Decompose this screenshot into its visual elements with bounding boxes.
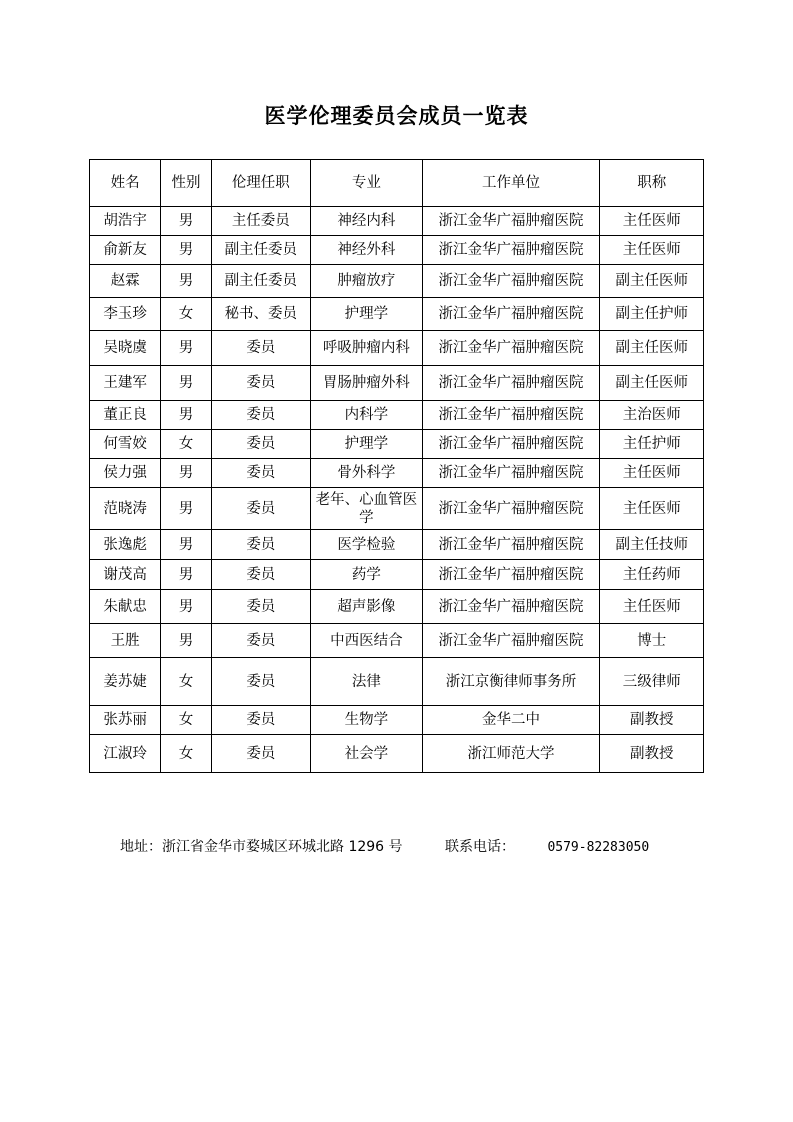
table-row xyxy=(90,401,704,430)
cell-sex: 女 xyxy=(161,298,211,331)
cell-title: 副教授 xyxy=(600,735,704,773)
cell-name: 赵霖 xyxy=(90,265,161,298)
cell-role: 委员 xyxy=(211,430,310,459)
cell-sex: 男 xyxy=(161,459,211,488)
cell-name: 江淑玲 xyxy=(90,735,161,773)
cell-major: 法律 xyxy=(311,658,423,706)
cell-unit: 浙江金华广福肿瘤医院 xyxy=(422,530,600,560)
cell-unit: 浙江金华广福肿瘤医院 xyxy=(422,366,600,401)
cell-title: 主任护师 xyxy=(600,430,704,459)
cell-major: 护理学 xyxy=(311,430,423,459)
cell-name: 何雪姣 xyxy=(90,430,161,459)
cell-sex: 男 xyxy=(161,366,211,401)
cell-role: 主任委员 xyxy=(211,207,310,236)
cell-unit: 浙江金华广福肿瘤医院 xyxy=(422,331,600,366)
cell-sex: 女 xyxy=(161,658,211,706)
cell-unit: 浙江金华广福肿瘤医院 xyxy=(422,401,600,430)
cell-title: 主任药师 xyxy=(600,560,704,590)
table-row xyxy=(90,530,704,560)
cell-role: 副主任委员 xyxy=(211,265,310,298)
header-sex: 性别 xyxy=(161,160,211,207)
cell-major: 胃肠肿瘤外科 xyxy=(311,366,423,401)
cell-sex: 女 xyxy=(161,706,211,735)
table-row xyxy=(90,590,704,624)
header-row xyxy=(90,160,704,207)
cell-name: 俞新友 xyxy=(90,236,161,265)
cell-title: 副主任护师 xyxy=(600,298,704,331)
cell-unit: 浙江京衡律师事务所 xyxy=(422,658,600,706)
cell-title: 主任医师 xyxy=(600,590,704,624)
cell-role: 委员 xyxy=(211,401,310,430)
cell-major: 生物学 xyxy=(311,706,423,735)
cell-sex: 男 xyxy=(161,265,211,298)
cell-sex: 男 xyxy=(161,624,211,658)
cell-major: 肿瘤放疗 xyxy=(311,265,423,298)
cell-role: 委员 xyxy=(211,624,310,658)
cell-major: 护理学 xyxy=(311,298,423,331)
table-row xyxy=(90,265,704,298)
cell-unit: 浙江金华广福肿瘤医院 xyxy=(422,560,600,590)
header-major: 专业 xyxy=(311,160,423,207)
cell-role: 委员 xyxy=(211,560,310,590)
table-header xyxy=(90,160,704,207)
cell-major: 医学检验 xyxy=(311,530,423,560)
cell-name: 吴晓虞 xyxy=(90,331,161,366)
cell-unit: 金华二中 xyxy=(422,706,600,735)
cell-sex: 男 xyxy=(161,488,211,530)
cell-major: 呼吸肿瘤内科 xyxy=(311,331,423,366)
cell-role: 委员 xyxy=(211,366,310,401)
members-table xyxy=(89,159,704,773)
cell-sex: 男 xyxy=(161,590,211,624)
cell-unit: 浙江金华广福肿瘤医院 xyxy=(422,265,600,298)
table-row xyxy=(90,331,704,366)
cell-unit: 浙江金华广福肿瘤医院 xyxy=(422,236,600,265)
cell-name: 谢茂高 xyxy=(90,560,161,590)
cell-unit: 浙江金华广福肿瘤医院 xyxy=(422,207,600,236)
cell-major: 骨外科学 xyxy=(311,459,423,488)
cell-sex: 男 xyxy=(161,207,211,236)
cell-unit: 浙江金华广福肿瘤医院 xyxy=(422,298,600,331)
header-title: 职称 xyxy=(600,160,704,207)
header-name: 姓名 xyxy=(90,160,161,207)
cell-unit: 浙江金华广福肿瘤医院 xyxy=(422,459,600,488)
footer-phone-value: 0579-82283050 xyxy=(547,840,650,855)
cell-name: 李玉珍 xyxy=(90,298,161,331)
table-row xyxy=(90,735,704,773)
table-row xyxy=(90,207,704,236)
footer-phone-label: 联系电话： xyxy=(444,839,515,855)
cell-name: 张逸彪 xyxy=(90,530,161,560)
cell-sex: 女 xyxy=(161,735,211,773)
cell-major: 老年、心血管医学 xyxy=(311,488,423,530)
table-row xyxy=(90,706,704,735)
table-body xyxy=(90,207,704,773)
table-row xyxy=(90,560,704,590)
cell-major: 神经外科 xyxy=(311,236,423,265)
cell-title: 主任医师 xyxy=(600,459,704,488)
cell-name: 侯力强 xyxy=(90,459,161,488)
page-title: 医学伦理委员会成员一览表 xyxy=(264,104,529,128)
cell-unit: 浙江师范大学 xyxy=(422,735,600,773)
table-row xyxy=(90,488,704,530)
cell-sex: 女 xyxy=(161,430,211,459)
table-row xyxy=(90,624,704,658)
cell-name: 张苏丽 xyxy=(90,706,161,735)
cell-name: 朱献忠 xyxy=(90,590,161,624)
cell-sex: 男 xyxy=(161,401,211,430)
cell-role: 委员 xyxy=(211,488,310,530)
cell-name: 王胜 xyxy=(90,624,161,658)
cell-title: 副主任医师 xyxy=(600,265,704,298)
cell-title: 副主任医师 xyxy=(600,366,704,401)
cell-major: 社会学 xyxy=(311,735,423,773)
cell-role: 委员 xyxy=(211,590,310,624)
cell-major: 药学 xyxy=(311,560,423,590)
cell-title: 三级律师 xyxy=(600,658,704,706)
table-row xyxy=(90,658,704,706)
cell-role: 委员 xyxy=(211,459,310,488)
cell-role: 秘书、委员 xyxy=(211,298,310,331)
cell-role: 委员 xyxy=(211,735,310,773)
cell-title: 主任医师 xyxy=(600,207,704,236)
cell-major: 内科学 xyxy=(311,401,423,430)
cell-title: 主治医师 xyxy=(600,401,704,430)
cell-sex: 男 xyxy=(161,331,211,366)
table-row xyxy=(90,366,704,401)
cell-role: 副主任委员 xyxy=(211,236,310,265)
cell-name: 范晓涛 xyxy=(90,488,161,530)
cell-name: 董正良 xyxy=(90,401,161,430)
cell-title: 副教授 xyxy=(600,706,704,735)
cell-role: 委员 xyxy=(211,331,310,366)
cell-role: 委员 xyxy=(211,658,310,706)
table-row xyxy=(90,459,704,488)
table-row xyxy=(90,430,704,459)
cell-unit: 浙江金华广福肿瘤医院 xyxy=(422,590,600,624)
footer-contact xyxy=(120,836,740,856)
cell-title: 主任医师 xyxy=(600,236,704,265)
cell-name: 姜苏婕 xyxy=(90,658,161,706)
footer-address: 地址：浙江省金华市婺城区环城北路 1296 号 xyxy=(120,839,403,855)
cell-role: 委员 xyxy=(211,706,310,735)
cell-major: 超声影像 xyxy=(311,590,423,624)
cell-title: 副主任医师 xyxy=(600,331,704,366)
cell-sex: 男 xyxy=(161,530,211,560)
cell-name: 王建军 xyxy=(90,366,161,401)
cell-title: 副主任技师 xyxy=(600,530,704,560)
table-row xyxy=(90,298,704,331)
cell-major: 中西医结合 xyxy=(311,624,423,658)
header-role: 伦理任职 xyxy=(211,160,310,207)
cell-sex: 男 xyxy=(161,560,211,590)
table-row xyxy=(90,236,704,265)
cell-unit: 浙江金华广福肿瘤医院 xyxy=(422,430,600,459)
cell-sex: 男 xyxy=(161,236,211,265)
cell-name: 胡浩宇 xyxy=(90,207,161,236)
cell-title: 主任医师 xyxy=(600,488,704,530)
cell-unit: 浙江金华广福肿瘤医院 xyxy=(422,488,600,530)
cell-title: 博士 xyxy=(600,624,704,658)
header-unit: 工作单位 xyxy=(422,160,600,207)
cell-role: 委员 xyxy=(211,530,310,560)
cell-major: 神经内科 xyxy=(311,207,423,236)
cell-unit: 浙江金华广福肿瘤医院 xyxy=(422,624,600,658)
